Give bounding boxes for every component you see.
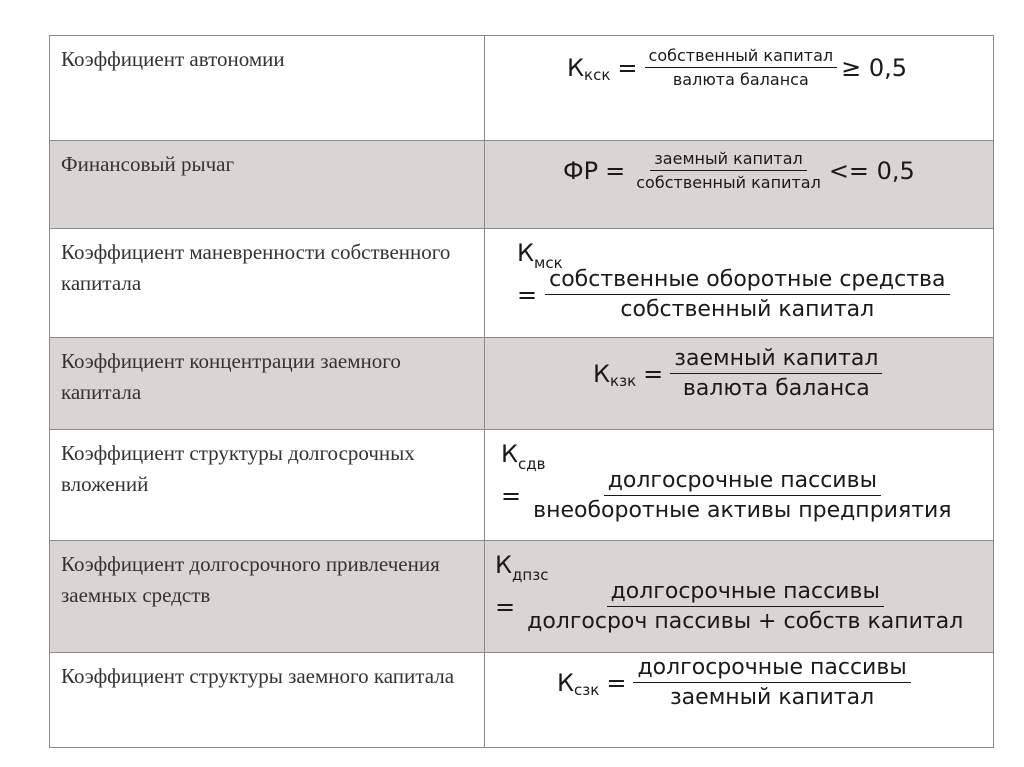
ratio-name: Коэффициент структуры заемного капитала <box>50 653 485 748</box>
formula-head <box>495 551 549 584</box>
formula-subscript: дпзс <box>512 566 549 584</box>
table-row <box>50 541 994 653</box>
formula-symbol: ФР <box>563 156 599 185</box>
ratio-name: Коэффициент автономии <box>50 36 485 141</box>
condition: <= 0,5 <box>828 156 915 185</box>
formula-cell <box>485 229 994 338</box>
ratio-name: Финансовый рычаг <box>50 141 485 229</box>
formula <box>495 541 1015 652</box>
ratios-table <box>49 35 994 748</box>
formula-symbol: К <box>567 53 585 82</box>
fraction <box>645 46 838 89</box>
formula-symbol: К <box>517 239 535 267</box>
formula-subscript: сдв <box>518 455 546 473</box>
equals-sign: = <box>617 53 638 82</box>
fraction <box>523 579 967 634</box>
ratio-name: Коэффициент маневренности собственного капитала <box>50 229 485 338</box>
denominator: заемный капитал <box>669 685 875 710</box>
formula-body <box>501 468 956 523</box>
formula-cell <box>485 653 994 748</box>
formula-cell <box>485 141 994 229</box>
table-row <box>50 141 994 229</box>
formula <box>563 149 922 192</box>
formula-subscript: мск <box>534 254 563 272</box>
formula-subscript: кск <box>584 65 611 84</box>
ratio-name: Коэффициент структуры долгосрочных вложений <box>50 430 485 541</box>
equals-sign: = <box>495 592 516 621</box>
condition: ≥ 0,5 <box>841 53 907 82</box>
denominator: внеоборотные активы предприятия <box>533 498 952 523</box>
denominator: долгосроч пассивы + собств капитал <box>527 609 964 634</box>
formula <box>567 46 914 89</box>
equals-sign: = <box>605 156 626 185</box>
numerator: собственные оборотные средства <box>545 267 949 295</box>
formula-subscript: сзк <box>574 680 600 699</box>
denominator: собственный капитал <box>620 297 875 322</box>
formula-head <box>501 440 546 473</box>
formula <box>517 229 987 337</box>
table-row <box>50 36 994 141</box>
table-row <box>50 338 994 430</box>
formula-cell <box>485 541 994 653</box>
table-row <box>50 430 994 541</box>
equals-sign: = <box>606 668 627 697</box>
denominator: валюта баланса <box>682 376 870 401</box>
table-row <box>50 229 994 338</box>
formula <box>593 346 882 401</box>
equals-sign: = <box>501 481 522 510</box>
formula-symbol: К <box>593 359 611 388</box>
formula-cell <box>485 430 994 541</box>
formula-symbol: К <box>495 551 513 579</box>
fraction <box>633 655 910 710</box>
fraction <box>529 468 955 523</box>
fraction <box>545 267 949 322</box>
formula <box>501 430 1011 540</box>
numerator: долгосрочные пассивы <box>633 655 910 683</box>
formula-cell <box>485 36 994 141</box>
numerator: заемный капитал <box>670 346 882 374</box>
fraction <box>670 346 882 401</box>
formula-body <box>517 267 950 322</box>
equals-sign: = <box>517 280 538 309</box>
formula-cell <box>485 338 994 430</box>
fraction <box>632 149 825 192</box>
numerator: собственный капитал <box>645 46 838 68</box>
ratio-name: Коэффициент долгосрочного привлечения заемных средств <box>50 541 485 653</box>
numerator: долгосрочные пассивы <box>607 579 884 607</box>
formula-symbol: К <box>501 440 519 468</box>
numerator: заемный капитал <box>650 149 806 171</box>
formula-head <box>517 239 563 272</box>
numerator: долгосрочные пассивы <box>604 468 881 496</box>
formula-body <box>495 579 967 634</box>
formula-symbol: К <box>557 668 575 697</box>
formula-subscript: кзк <box>610 371 637 390</box>
denominator: валюта баланса <box>672 70 809 89</box>
equals-sign: = <box>643 359 664 388</box>
ratio-name: Коэффициент концентрации заемного капитала <box>50 338 485 430</box>
table-row <box>50 653 994 748</box>
formula <box>557 655 911 710</box>
denominator: собственный капитал <box>636 173 821 192</box>
